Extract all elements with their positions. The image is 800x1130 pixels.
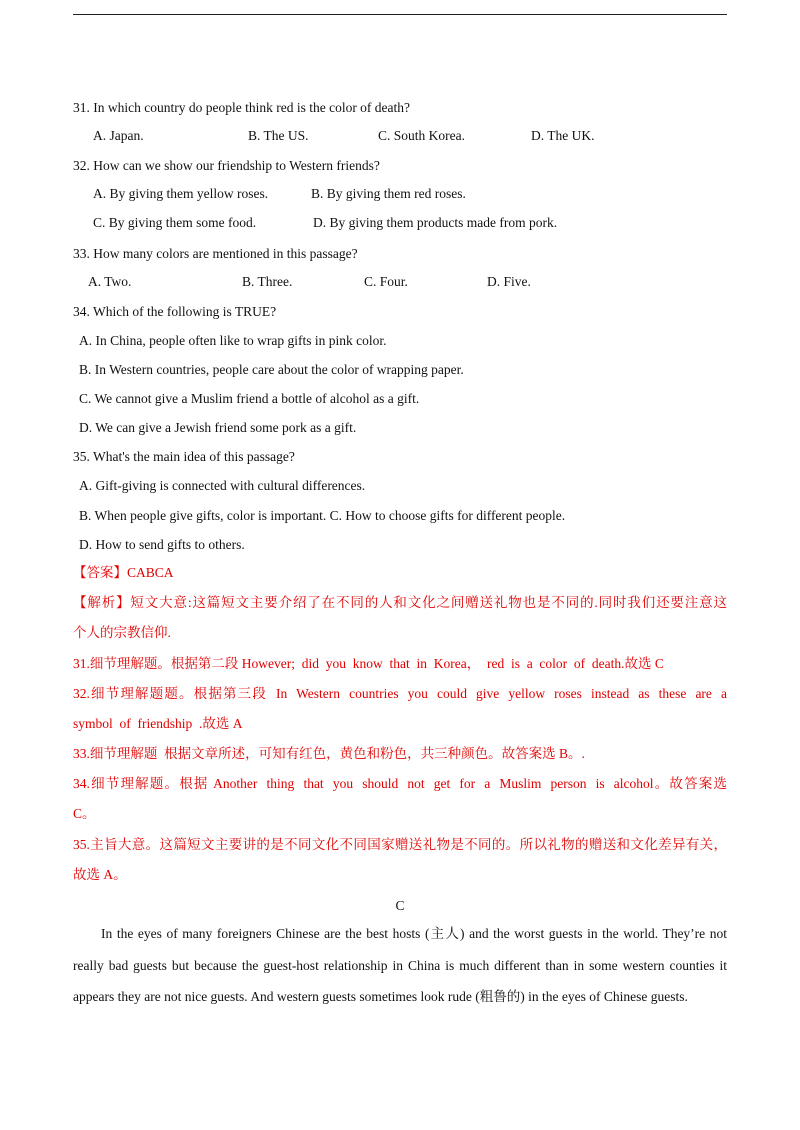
analysis-line-1: 【解析】短文大意:这篇短文主要介绍了在不同的人和文化之间赠送礼物也是不同的.同时我们还要注意这: [73, 595, 727, 610]
question-31-option-c: C. South Korea.: [378, 128, 465, 143]
analysis-q34-line-2: C。: [73, 806, 96, 821]
question-35-option-d: D. How to send gifts to others.: [79, 537, 245, 552]
question-34-option-d: D. We can give a Jewish friend some pork as a gift.: [79, 420, 357, 435]
question-34-option-a: A. In China, people often like to wrap gifts in pink color.: [79, 333, 387, 348]
analysis-line-2: 个人的宗教信仰.: [73, 625, 171, 640]
question-32-stem: 32. How can we show our friendship to Western friends?: [73, 158, 380, 173]
analysis-q35-line-1: 35.主旨大意。这篇短文主要讲的是不同文化不同国家赠送礼物是不同的。所以礼物的赠送和文化差异有关，: [73, 837, 727, 852]
passage-line-1: In the eyes of many foreigners Chinese are the best hosts (主人) and the worst guests in the world. They’re not: [101, 926, 727, 941]
header-rule: [73, 14, 727, 15]
question-34-option-c: C. We cannot give a Muslim friend a bottle of alcohol as a gift.: [79, 391, 420, 406]
question-32-option-c: C. By giving them some food.: [93, 215, 257, 230]
question-31-option-a: A. Japan.: [93, 128, 144, 143]
passage-line-2: really bad guests but because the guest-host relationship in China is much different than in some western counties it: [73, 958, 727, 973]
question-33-stem: 33. How many colors are mentioned in this passage?: [73, 246, 358, 261]
question-31-option-d: D. The UK.: [531, 128, 595, 143]
question-34-option-b: B. In Western countries, people care about the color of wrapping paper.: [79, 362, 464, 377]
analysis-q35-line-2: 故选 A。: [73, 867, 127, 882]
analysis-q32-line-1: 32.细节理解题题。根据第三段 In Western countries you could give yellow roses instead as these are a: [73, 686, 727, 701]
question-35-stem: 35. What's the main idea of this passage?: [73, 449, 295, 464]
question-32-option-b: B. By giving them red roses.: [311, 186, 466, 201]
analysis-q31: 31.细节理解题。根据第二段 However; did you know that in Korea， red is a color of death.故选 C: [73, 656, 664, 671]
analysis-q32-line-2: symbol of friendship .故选 A: [73, 716, 243, 731]
question-33-option-a: A. Two.: [88, 274, 132, 289]
question-33-option-c: C. Four.: [364, 274, 408, 289]
question-35-option-a: A. Gift-giving is connected with cultural differences.: [79, 478, 366, 493]
analysis-q33: 33.细节理解题 根据文章所述，可知有红色，黄色和粉色，共三种颜色。故答案选 B。.: [73, 746, 585, 761]
analysis-q34-line-1: 34.细节理解题。根据 Another thing that you should not get for a Muslim person is alcohol。故答案选: [73, 776, 727, 791]
question-31-stem: 31. In which country do people think red is the color of death?: [73, 100, 411, 115]
question-34-stem: 34. Which of the following is TRUE?: [73, 304, 277, 319]
question-33-option-b: B. Three.: [242, 274, 293, 289]
question-35-option-b: B. When people give gifts, color is important. C. How to choose gifts for different people.: [79, 508, 566, 523]
question-32-option-d: D. By giving them products made from pork.: [313, 215, 558, 230]
question-33-option-d: D. Five.: [487, 274, 531, 289]
answer-label: 【答案】CABCA: [73, 565, 174, 580]
section-heading: C: [395, 898, 405, 913]
passage-line-3: appears they are not nice guests. And western guests sometimes look rude (粗鲁的) in the eyes of Chinese guests.: [73, 989, 688, 1004]
question-32-option-a: A. By giving them yellow roses.: [93, 186, 269, 201]
question-31-option-b: B. The US.: [248, 128, 309, 143]
